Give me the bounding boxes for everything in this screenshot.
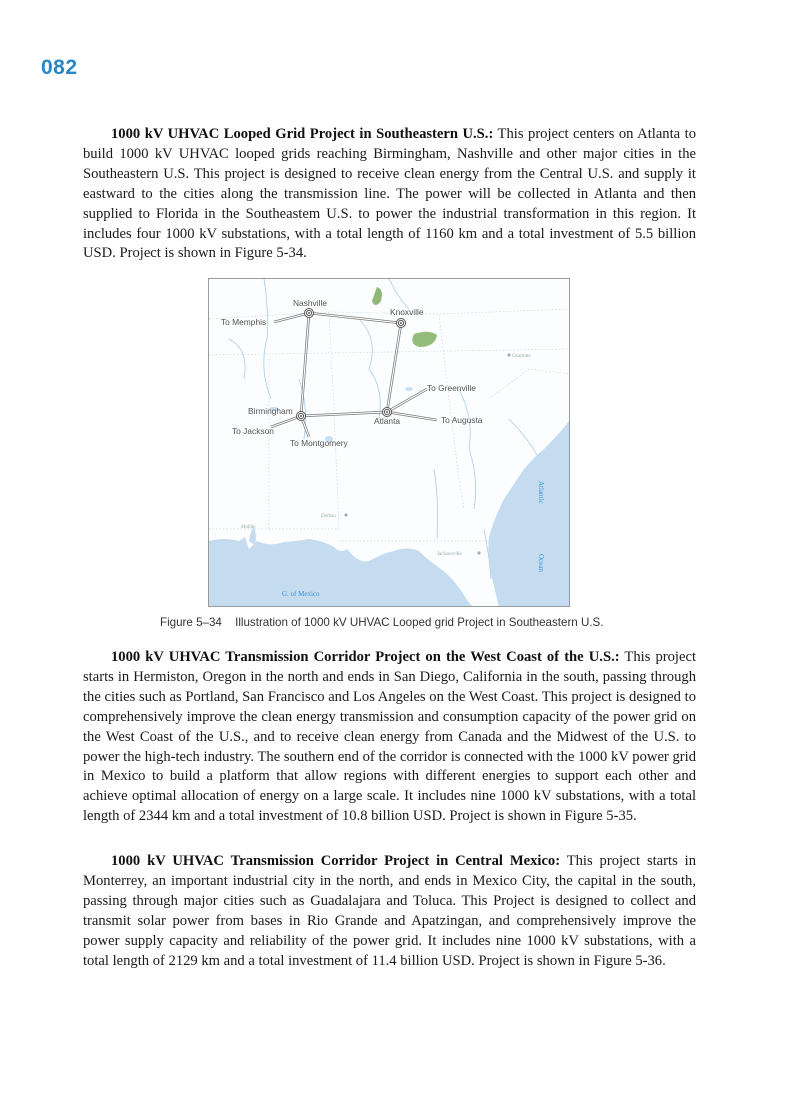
- minor-city-mobile: [241, 525, 256, 530]
- label-atlantic: Atlantic: [537, 481, 545, 504]
- label-ocean: Ocean: [537, 554, 545, 572]
- label-birmingham: Birmingham: [248, 406, 293, 416]
- label-atlanta: Atlanta: [374, 416, 401, 426]
- paragraph-heading: 1000 kV UHVAC Looped Grid Project in Southeastern U.S.:: [111, 126, 494, 142]
- label-to-jackson: To Jackson: [232, 426, 274, 436]
- svg-text:Dothan: Dothan: [321, 514, 336, 519]
- figure-caption: [160, 616, 630, 629]
- svg-text:Charlotte: Charlotte: [512, 354, 531, 359]
- label-to-augusta: To Augusta: [441, 415, 483, 425]
- figure-number: Figure 5–34: [160, 616, 222, 629]
- svg-text:Mobile: Mobile: [241, 525, 256, 530]
- substation-icon-knoxville: [397, 319, 406, 328]
- paragraph-heading: 1000 kV UHVAC Transmission Corridor Project on the West Coast of the U.S.:: [111, 649, 620, 665]
- label-to-memphis: To Memphis: [221, 317, 267, 327]
- substation-icon-nashville: [305, 309, 314, 318]
- figure-map: [208, 278, 570, 607]
- paragraph-body: This project starts in Hermiston, Oregon in the north and ends in San Diego, California in the south, passing through the cities such as Portland, San Francisco and Los Angeles on the West Coast. This project is designed to comprehensively improve the clean energy transmission and consumption capacity of the power grid on the West Coast of the U.S., and to receive clean energy from Canada and the Midwest of the U.S. to power the high-tech industry. The southern end of the corridor is connected with the 1000 kV power grid in Mexico to build a platform that allow regions with different energies to support each other and achieve optimal allocation of energy on a large scale. It includes nine 1000 kV substations, with a total length of 2344 km and a total investment of 10.8 billion USD. Project is shown in Figure 5-35.: [83, 649, 696, 825]
- paragraph-body: This project starts in Monterrey, an important industrial city in the north, and ends in Mexico City, the capital in the south, passing through major cities such as Guadalajara and Toluca. This Project is designed to collect and transmit solar power from bases in Rio Grande and Apatzingan, and comprehensively improve the power supply capacity and reliability of the power grid. It includes nine 1000 kV substations, with a total length of 2129 km and a total investment of 11.4 billion USD. Project is shown in Figure 5-36.: [83, 853, 696, 969]
- paragraph-body: This project centers on Atlanta to build 1000 kV UHVAC looped grids reaching Birmingham, Nashville and other major cities in the Southeastern U.S. This project is designed to receive clean energy from the Central U.S. and supply it eastward to the cities along the transmission line. The power will be collected in Atlanta and then supplied to Florida in the Southeastem U.S. to power the industrial transformation in this region. It includes four 1000 kV substations, with a total length of 1160 km and a total investment of 5.5 billion USD. Project is shown in Figure 5-34.: [83, 126, 696, 262]
- paragraph-southeastern-us: [83, 125, 696, 264]
- page-number: 082: [41, 56, 78, 79]
- label-gulf-of-mexico: G. of Mexico: [282, 590, 320, 598]
- substation-icon-birmingham: [297, 412, 306, 421]
- southeast-us-map: [209, 279, 570, 607]
- paragraph-central-mexico: [83, 852, 696, 971]
- label-nashville: Nashville: [293, 298, 327, 308]
- paragraph-heading: 1000 kV UHVAC Transmission Corridor Project in Central Mexico:: [111, 853, 561, 869]
- svg-text:Jacksonville: Jacksonville: [437, 552, 462, 557]
- label-to-greenville: To Greenville: [427, 383, 476, 393]
- label-knoxville: Knoxville: [390, 307, 424, 317]
- label-to-montgomery: To Montgomery: [290, 438, 348, 448]
- figure-caption-text: Illustration of 1000 kV UHVAC Looped grid Project in Southeastern U.S.: [235, 616, 604, 629]
- paragraph-west-coast-us: [83, 648, 696, 827]
